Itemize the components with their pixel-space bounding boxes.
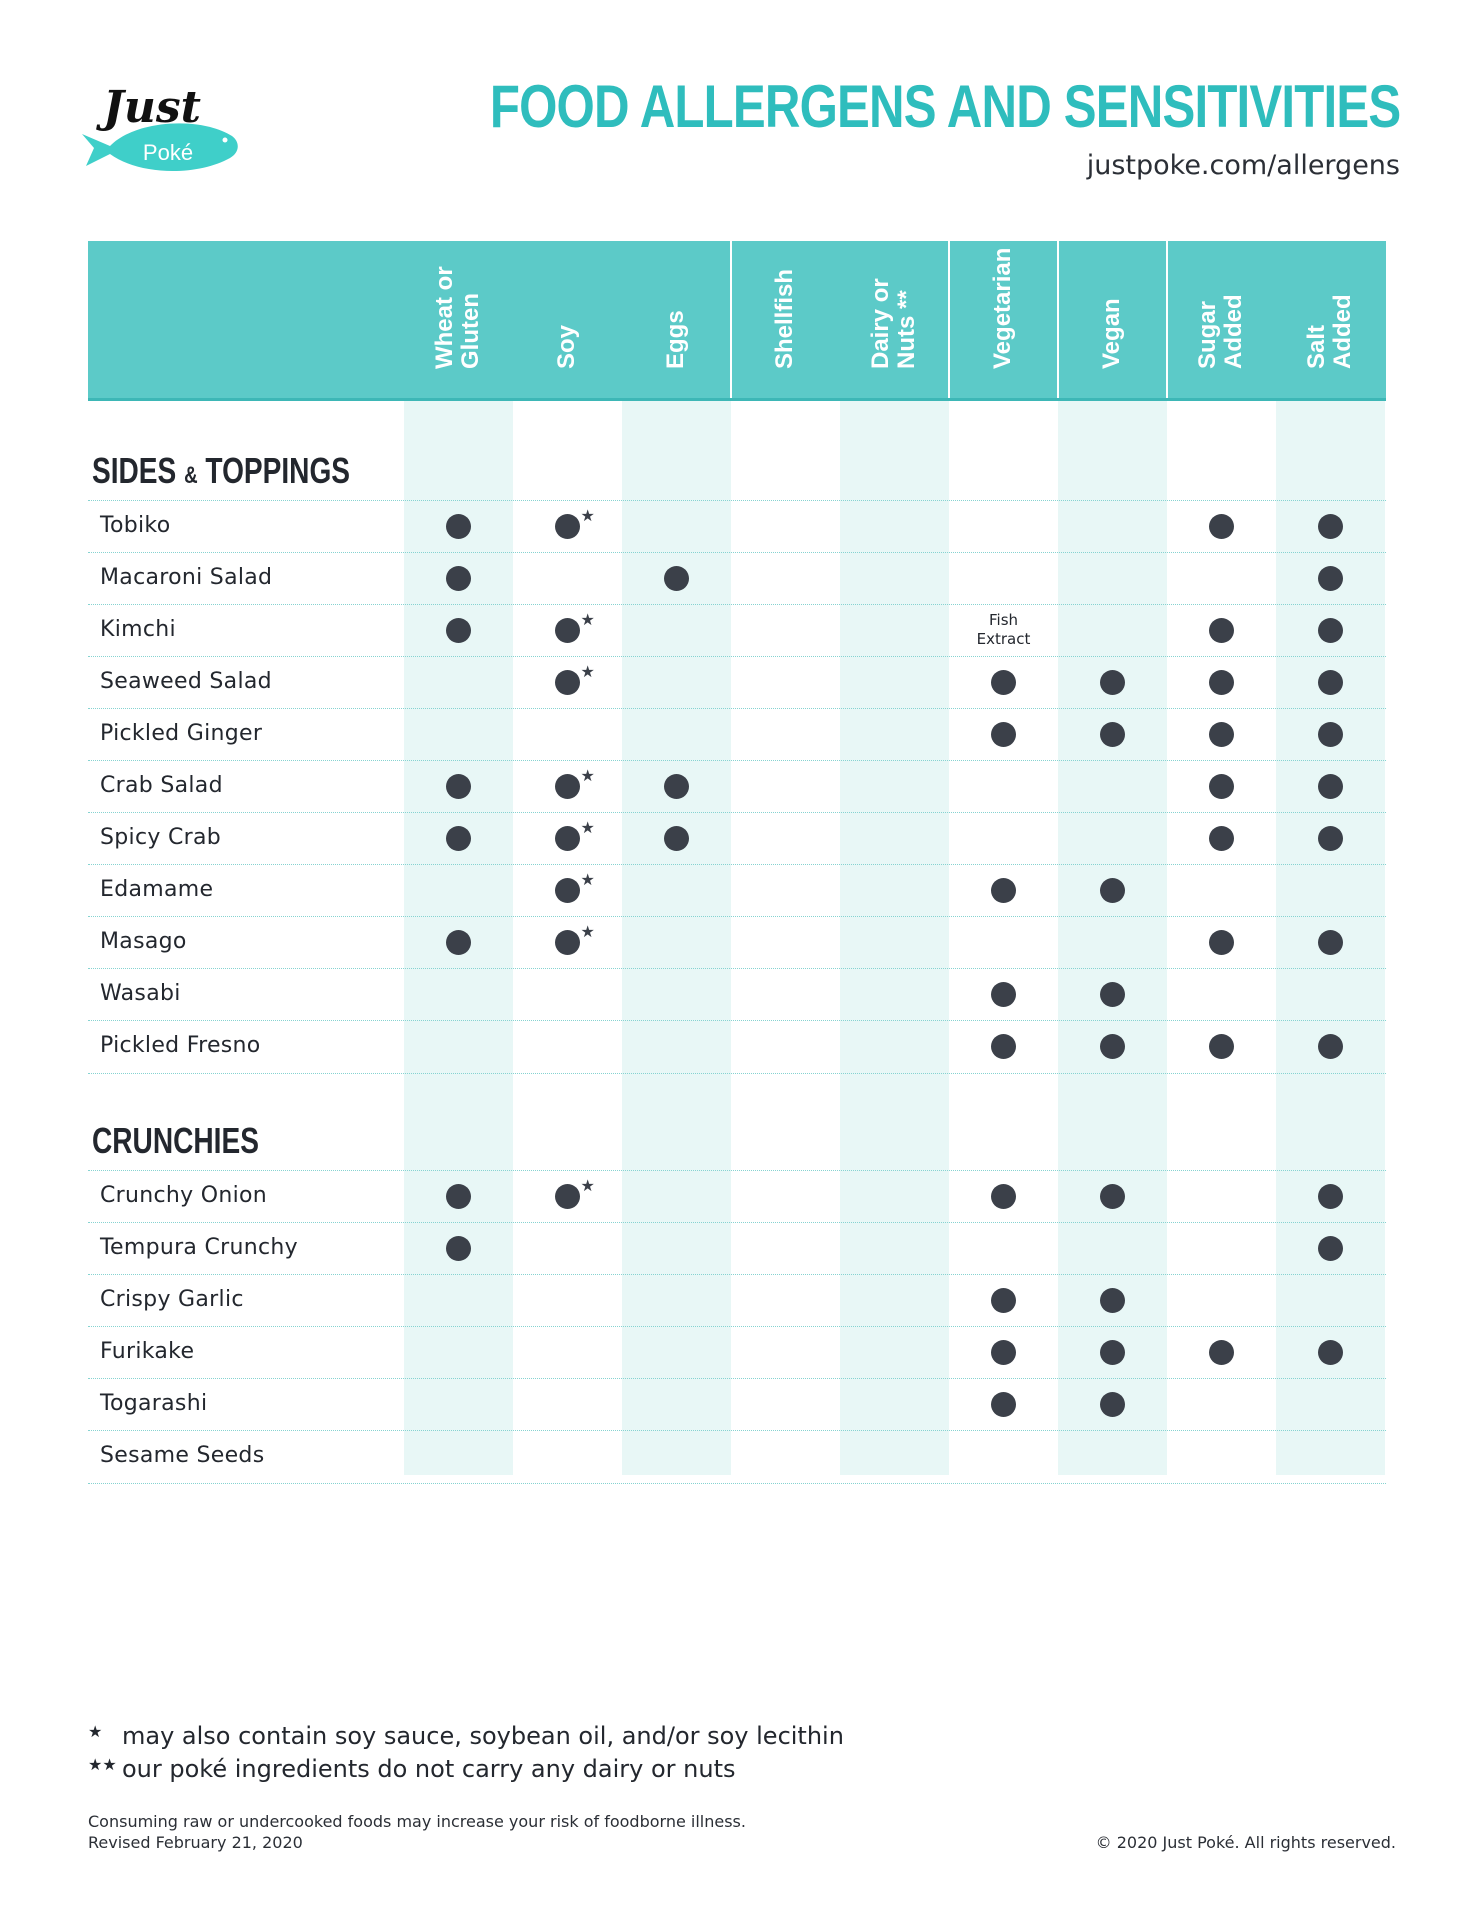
allergen-mark — [1318, 774, 1343, 799]
soy-star-icon: ★ — [580, 508, 595, 525]
allergen-mark — [1318, 1034, 1343, 1059]
table-row — [88, 1170, 1386, 1223]
column-header-label: Vegan — [1098, 298, 1125, 369]
allergen-mark — [1100, 1034, 1125, 1059]
column-header-label: Vegetarian — [989, 247, 1016, 369]
section-title — [92, 1120, 259, 1162]
section-title-rest: TOPPINGS — [205, 450, 351, 491]
ingredient-name: Tempura Crunchy — [100, 1235, 298, 1260]
ingredient-name: Crispy Garlic — [100, 1287, 244, 1312]
allergen-mark — [1209, 930, 1234, 955]
allergen-mark — [664, 826, 689, 851]
section-title-amp: & — [184, 462, 198, 489]
allergen-mark — [991, 670, 1016, 695]
table-row — [88, 1222, 1386, 1275]
allergen-mark — [1100, 722, 1125, 747]
table-row — [88, 656, 1386, 709]
column-header — [513, 241, 621, 398]
soy-star-icon: ★ — [580, 768, 595, 785]
allergen-mark — [1209, 1340, 1234, 1365]
ingredient-name: Wasabi — [100, 981, 181, 1006]
table-row — [88, 1430, 1386, 1484]
allergen-mark — [1100, 1392, 1125, 1417]
column-header — [731, 241, 839, 398]
allergen-mark — [555, 618, 580, 643]
logo-top-text: Just — [103, 82, 201, 133]
allergen-mark — [991, 722, 1016, 747]
allergen-mark — [1209, 774, 1234, 799]
column-header-label: Dairy or Nuts ** — [867, 278, 920, 369]
page-title: FOOD ALLERGENS AND SENSITIVITIES — [489, 73, 1400, 140]
allergen-mark — [1100, 982, 1125, 1007]
ingredient-name: Pickled Fresno — [100, 1033, 261, 1058]
column-header — [840, 241, 948, 398]
ingredient-name: Sesame Seeds — [100, 1443, 265, 1468]
allergen-mark — [664, 566, 689, 591]
column-header — [1058, 241, 1166, 398]
column-header-band — [88, 241, 1386, 401]
allergen-mark — [446, 774, 471, 799]
footnote-text: our poké ingredients do not carry any dairy or nuts — [122, 1755, 736, 1783]
allergen-mark — [1100, 670, 1125, 695]
soy-star-icon: ★ — [580, 1178, 595, 1195]
allergens-url: justpoke.com/allergens — [1086, 150, 1400, 181]
allergen-mark — [1318, 514, 1343, 539]
ingredient-name: Tobiko — [100, 513, 171, 538]
ingredient-name: Furikake — [100, 1339, 195, 1364]
footnote-text: may also contain soy sauce, soybean oil, and/or soy lecithin — [122, 1722, 844, 1750]
allergen-mark — [1318, 826, 1343, 851]
allergen-mark — [1318, 670, 1343, 695]
soy-star-icon: ★ — [580, 872, 595, 889]
column-header-label: Shellfish — [771, 268, 798, 369]
table-row — [88, 604, 1386, 657]
raw-food-warning: Consuming raw or undercooked foods may increase your risk of foodborne illness. — [88, 1812, 746, 1831]
column-header-label: Eggs — [662, 310, 689, 369]
allergen-mark — [991, 1034, 1016, 1059]
allergen-mark — [446, 566, 471, 591]
header-separator — [1166, 241, 1168, 398]
section-title-main: CRUNCHIES — [92, 1120, 259, 1161]
allergen-mark — [1209, 826, 1234, 851]
footnote — [88, 1722, 844, 1750]
column-header — [1167, 241, 1275, 398]
allergen-mark — [991, 982, 1016, 1007]
ingredient-name: Macaroni Salad — [100, 565, 273, 590]
ingredient-name: Spicy Crab — [100, 825, 222, 850]
allergen-mark — [1318, 1236, 1343, 1261]
allergen-mark — [555, 670, 580, 695]
table-row — [88, 1378, 1386, 1431]
column-header — [622, 241, 730, 398]
allergen-mark — [1318, 1184, 1343, 1209]
soy-star-icon: ★ — [580, 820, 595, 837]
ingredient-name: Edamame — [100, 877, 214, 902]
allergen-mark — [1318, 930, 1343, 955]
allergen-mark — [664, 774, 689, 799]
allergen-mark — [991, 1340, 1016, 1365]
allergen-mark — [555, 514, 580, 539]
copyright: © 2020 Just Poké. All rights reserved. — [1095, 1833, 1396, 1852]
column-header — [949, 241, 1057, 398]
allergen-mark — [1318, 566, 1343, 591]
allergen-mark — [555, 774, 580, 799]
table-row — [88, 916, 1386, 969]
soy-star-icon: ★ — [580, 664, 595, 681]
allergen-mark — [555, 1184, 580, 1209]
table-row — [88, 552, 1386, 605]
header-separator — [730, 241, 732, 398]
allergen-mark — [1209, 618, 1234, 643]
revision-date: Revised February 21, 2020 — [88, 1833, 303, 1852]
allergen-mark — [1100, 1184, 1125, 1209]
cell-note: Fish Extract — [976, 611, 1031, 648]
table-row — [88, 1020, 1386, 1074]
soy-star-icon: ★ — [580, 612, 595, 629]
ingredient-name: Pickled Ginger — [100, 721, 263, 746]
allergen-mark — [1100, 878, 1125, 903]
column-header — [1276, 241, 1384, 398]
table-row — [88, 812, 1386, 865]
allergen-mark — [1318, 618, 1343, 643]
table-row — [88, 1274, 1386, 1327]
ingredient-name: Crab Salad — [100, 773, 223, 798]
logo-bottom-text: Poké — [142, 140, 194, 165]
allergen-mark — [446, 930, 471, 955]
allergen-mark — [991, 1288, 1016, 1313]
table-row — [88, 500, 1386, 553]
footnote — [88, 1755, 736, 1783]
section-title-main: SIDES — [92, 450, 177, 491]
header-separator — [1057, 241, 1059, 398]
ingredient-name: Togarashi — [100, 1391, 208, 1416]
ingredient-name: Crunchy Onion — [100, 1183, 268, 1208]
allergen-mark — [446, 1236, 471, 1261]
allergen-mark — [446, 618, 471, 643]
column-header-label: Soy — [553, 324, 580, 369]
ingredient-name: Masago — [100, 929, 187, 954]
allergen-mark — [991, 1392, 1016, 1417]
soy-star-icon: ★ — [580, 924, 595, 941]
column-header-label: Wheat or Gluten — [431, 266, 484, 369]
allergen-mark — [1209, 670, 1234, 695]
allergen-mark — [1209, 514, 1234, 539]
table-row — [88, 864, 1386, 917]
just-poke-logo — [80, 68, 250, 188]
allergen-mark — [555, 826, 580, 851]
allergen-mark — [1100, 1340, 1125, 1365]
allergen-mark — [1100, 1288, 1125, 1313]
allergen-mark — [555, 878, 580, 903]
section-title — [92, 450, 350, 492]
allergen-mark — [446, 514, 471, 539]
allergen-mark — [1318, 1340, 1343, 1365]
allergen-mark — [446, 826, 471, 851]
ingredient-name: Kimchi — [100, 617, 176, 642]
allergen-mark — [1318, 722, 1343, 747]
table-row — [88, 760, 1386, 813]
allergen-mark — [991, 1184, 1016, 1209]
allergen-mark — [446, 1184, 471, 1209]
fish-logo-icon — [80, 68, 250, 188]
table-row — [88, 1326, 1386, 1379]
column-header-label: Salt Added — [1303, 294, 1356, 369]
column-header-label: Sugar Added — [1194, 294, 1247, 369]
header-separator — [948, 241, 950, 398]
allergen-mark — [1209, 722, 1234, 747]
allergen-mark — [991, 878, 1016, 903]
allergen-mark — [555, 930, 580, 955]
table-row — [88, 708, 1386, 761]
footnote-marker: ★★ — [88, 1755, 117, 1774]
footnote-marker: ★ — [88, 1722, 103, 1741]
column-header — [404, 241, 512, 398]
table-row — [88, 968, 1386, 1021]
allergen-mark — [1209, 1034, 1234, 1059]
ingredient-name: Seaweed Salad — [100, 669, 272, 694]
